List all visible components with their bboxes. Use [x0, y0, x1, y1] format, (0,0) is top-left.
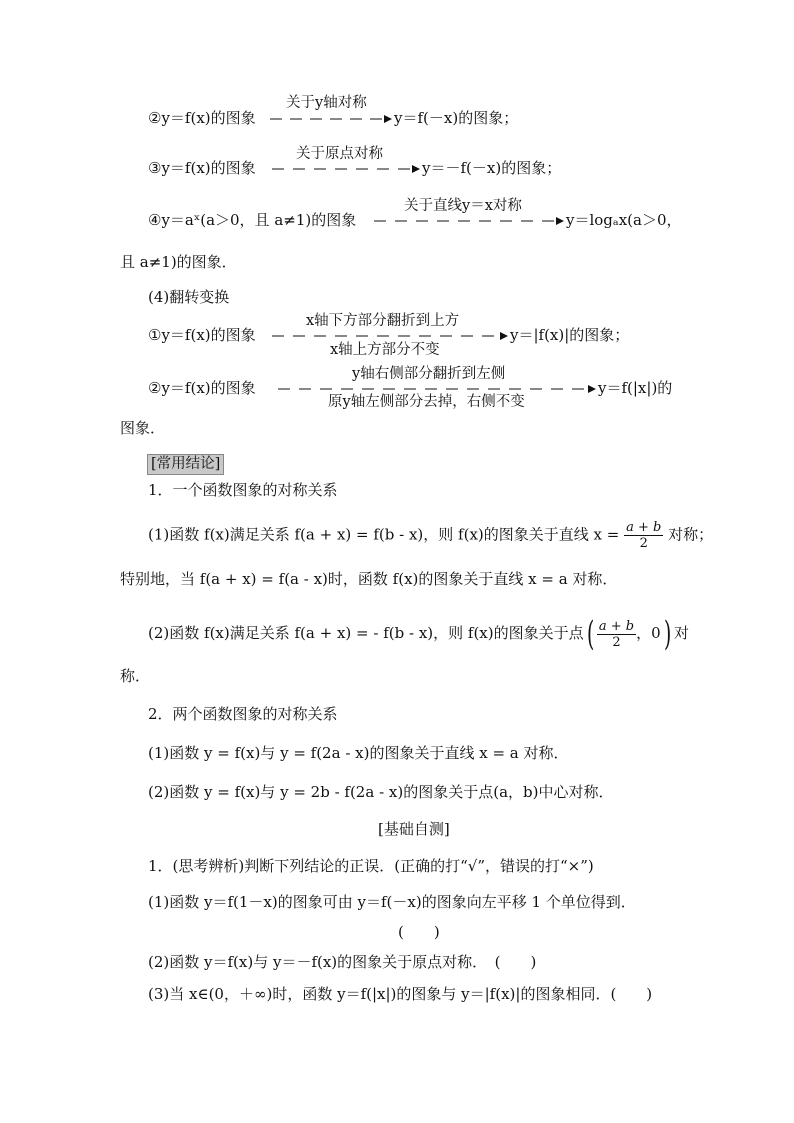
rule-y-axis-left: ②y＝f(x)的图象 — [148, 109, 256, 127]
section-flip-title: (4)翻转变换 — [148, 288, 230, 306]
dashed-arrow-icon — [272, 331, 508, 341]
rule-line-left: ④y＝aˣ(a＞0，且 a≠1)的图象 — [148, 211, 357, 229]
rule-flip1-left: ①y＝f(x)的图象 — [148, 326, 256, 344]
rule-flip2-top-label: y轴右侧部分翻折到左侧 — [352, 366, 506, 382]
section-self-test: [基础自测] — [378, 820, 450, 838]
answer-blank[interactable]: ( ) — [398, 923, 440, 941]
dashed-arrow-icon — [374, 216, 564, 226]
conclusion-1a: (1)函数 f(x)满足关系 f(a + x) = f(b - x)，则 f(x)的图象关于直线 x = $\frac{a + b}{2}$ 对称； — [148, 520, 714, 551]
rule-y-axis-label: 关于y轴对称 — [286, 95, 367, 111]
rule-flip2-left: ②y＝f(x)的图象 — [148, 379, 256, 397]
rule-line-right: y＝logₐx(a＞0， — [566, 211, 682, 229]
rule-flip1-top-label: x轴下方部分翻折到上方 — [306, 313, 460, 329]
fraction: $\frac{a + b}{2}$ — [598, 618, 635, 650]
rule-flip1-bottom-label: x轴上方部分不变 — [330, 342, 440, 358]
rule-origin-right: y＝－f(－x)的图象； — [422, 159, 562, 177]
dashed-arrow-icon — [272, 164, 420, 174]
rule-origin-label: 关于原点对称 — [296, 146, 383, 162]
dashed-arrow-icon — [270, 114, 392, 124]
rule-flip2-bottom-label: 原y轴左侧部分去掉，右侧不变 — [328, 394, 525, 410]
rule-flip2-continuation: 图象． — [120, 419, 166, 437]
question-1b: (2)函数 y＝f(x)与 y＝－f(x)的图象关于原点对称． ( ) — [148, 953, 537, 971]
question-1: 1．(思考辨析)判断下列结论的正误．(正确的打“√”，错误的打“×”) — [148, 857, 594, 875]
conclusion-2b: (2)函数 y = f(x)与 y = 2b - f(2a - x)的图象关于点(a，b)中心对称． — [148, 783, 614, 801]
rule-line-label: 关于直线y＝x对称 — [404, 198, 522, 214]
conclusion-2a: (1)函数 y = f(x)与 y = f(2a - x)的图象关于直线 x = a 对称． — [148, 744, 569, 762]
question-1c: (3)当 x∈(0，＋∞)时，函数 y＝f(|x|)的图象与 y＝|f(x)|的图象相同．( ) — [148, 985, 653, 1003]
conclusion-2-title: 2．两个函数图象的对称关系 — [148, 705, 338, 723]
rule-flip2-right: y＝f(|x|)的 — [598, 379, 673, 397]
conclusion-1-title: 1．一个函数图象的对称关系 — [148, 481, 338, 499]
fraction: $\frac{a + b}{2}$ — [626, 520, 662, 551]
conclusion-1a-cont: 特别地，当 f(a + x) = f(a - x)时，函数 f(x)的图象关于直线 x = a 对称． — [120, 570, 618, 588]
question-1a: (1)函数 y＝f(1－x)的图象可由 y＝f(－x)的图象向左平移 1 个单位得到． — [148, 893, 636, 911]
conclusion-1b-cont: 称． — [120, 667, 151, 685]
rule-origin-left: ③y＝f(x)的图象 — [148, 159, 256, 177]
rule-line-continuation: 且 a≠1)的图象． — [120, 253, 237, 271]
tag-common-conclusions: [常用结论] — [147, 453, 224, 475]
conclusion-1b: (2)函数 f(x)满足关系 f(a + x) = - f(b - x)，则 f(x)的图象关于点( $\frac{a + b}{2}$ ，0) 对 — [148, 614, 689, 654]
rule-y-axis-right: y＝f(－x)的图象； — [394, 109, 519, 127]
rule-flip1-right: y＝|f(x)|的图象； — [510, 326, 630, 344]
